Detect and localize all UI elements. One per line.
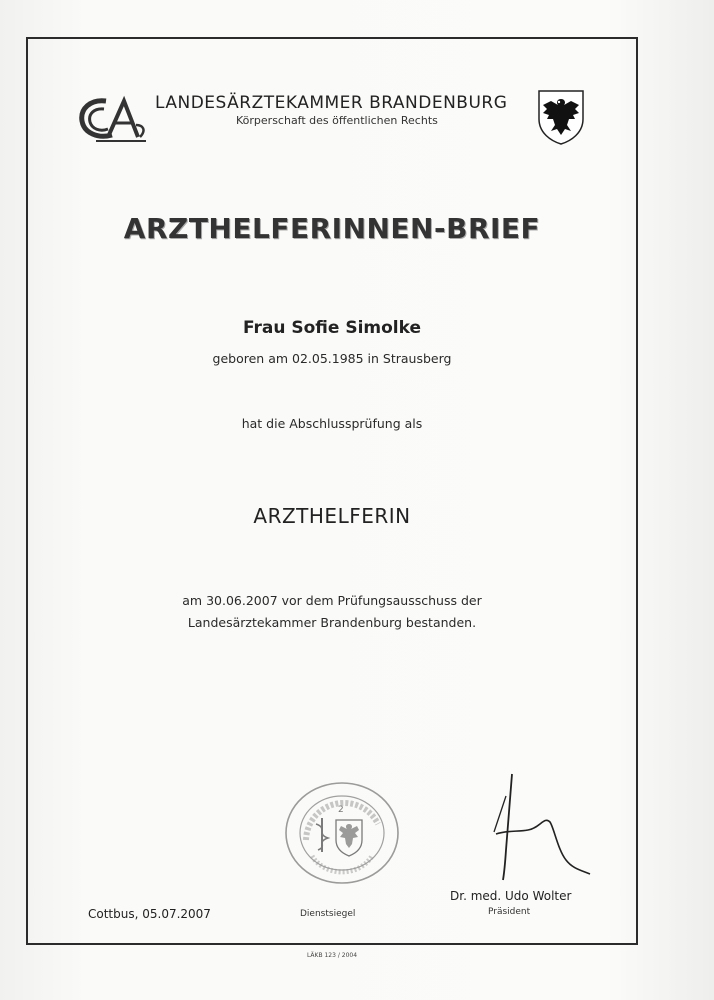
handwritten-signature — [488, 770, 598, 890]
organization-name: LANDESÄRZTEKAMMER BRANDENBURG — [155, 93, 508, 113]
chamber-monogram-logo-icon — [76, 95, 148, 143]
signer-name: Dr. med. Udo Wolter — [450, 889, 572, 903]
seal-number: 2 — [338, 805, 344, 815]
profession-title: ARZTHELFERIN — [253, 504, 411, 528]
place-and-date: Cottbus, 05.07.2007 — [88, 907, 211, 921]
certificate-title: ARZTHELFERINNEN-BRIEF — [123, 212, 541, 245]
chamber-line: Landesärztekammer Brandenburg bestanden. — [187, 615, 477, 630]
birth-line: geboren am 02.05.1985 in Strausberg — [212, 351, 452, 366]
recipient-name: Frau Sofie Simolke — [242, 318, 422, 338]
seal-label: Dienstsiegel — [300, 909, 356, 919]
form-code: LÄKB 123 / 2004 — [306, 952, 358, 959]
brandenburg-eagle-crest-icon — [537, 89, 585, 145]
organization-subtitle: Körperschaft des öffentlichen Rechts — [236, 114, 438, 127]
signer-title: Präsident — [488, 907, 531, 917]
official-seal-stamp — [282, 780, 402, 886]
exam-line: hat die Abschlussprüfung als — [241, 416, 423, 431]
exam-date-line: am 30.06.2007 vor dem Prüfungsausschuss der — [182, 593, 482, 608]
